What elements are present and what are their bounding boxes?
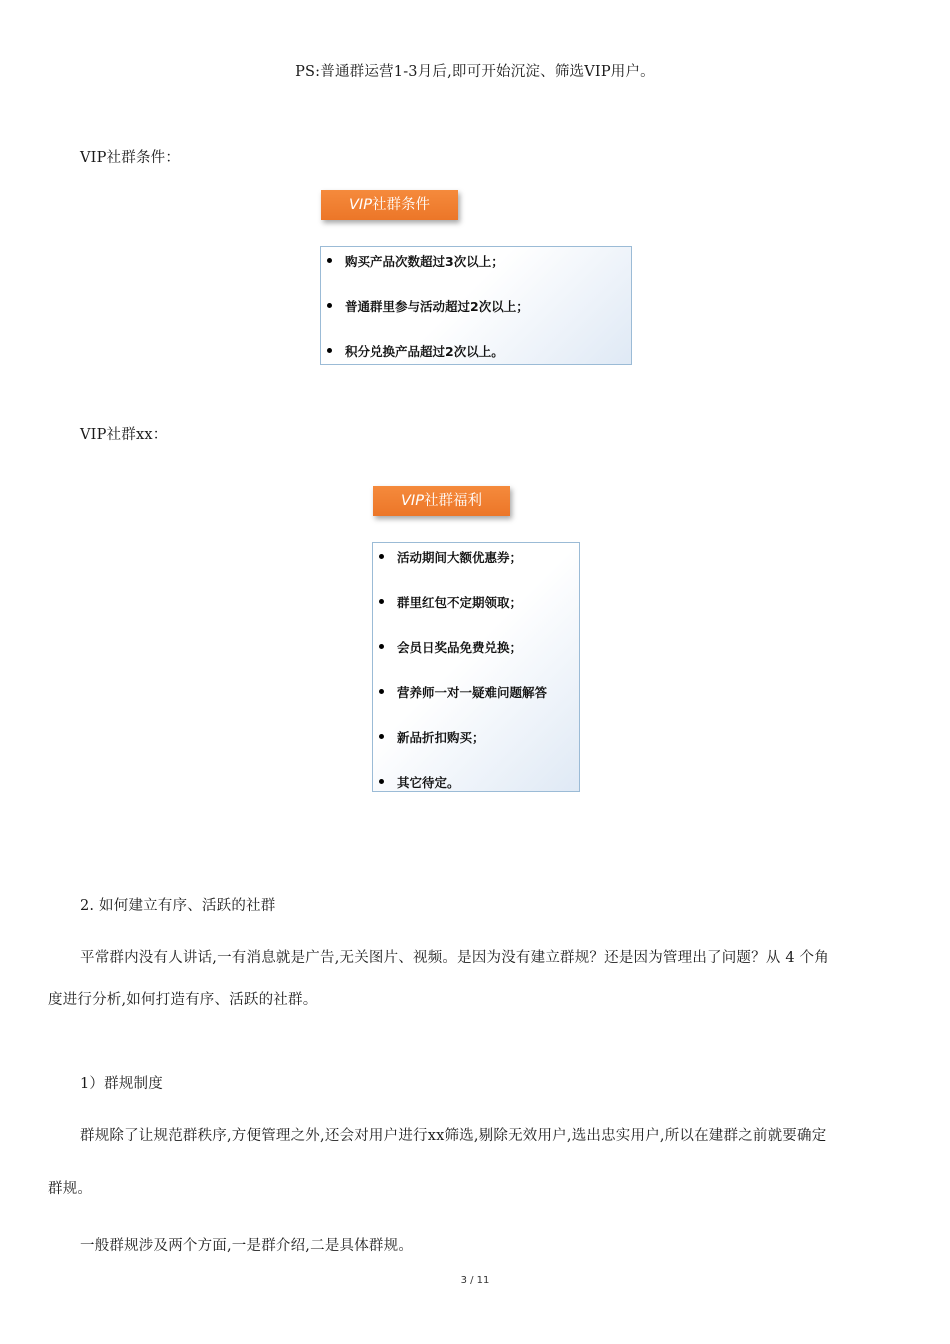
vip-benefits-header-suffix: 社群福利 xyxy=(423,493,482,509)
bullet-icon xyxy=(327,258,332,263)
ps-note: PS:普通群运营1-3月后,即可开始沉淀、筛选VIP用户。 xyxy=(295,64,655,80)
rules-heading: 1）群规制度 xyxy=(80,1076,163,1092)
vip-conditions-label: VIP社群条件： xyxy=(80,150,181,166)
vip-benefits-label: VIP社群xx： xyxy=(80,427,168,443)
bullet-icon xyxy=(327,348,332,353)
vip-benefits-box: 活动期间大额优惠券； 群里红包不定期领取； 会员日奖品免费兑换； 营养师一对一疑难问题解答 新品折扣购买； 其它待定。 xyxy=(372,542,580,792)
vip-benefits-header-prefix: VIP xyxy=(401,493,424,509)
vip-conditions-header-suffix: 社群条件 xyxy=(371,197,430,213)
page-number: 3 / 11 xyxy=(460,1275,490,1286)
vip-conditions-box: 购买产品次数超过3次以上； 普通群里参与活动超过2次以上； 积分兑换产品超过2次以上。 xyxy=(320,246,632,365)
section2-para-line1: 平常群内没有人讲话,一有消息就是广告,无关图片、视频。是因为没有建立群规？还是因为管理出了问题？从 4 个角 xyxy=(80,950,829,966)
vip-conditions-header-prefix: VIP xyxy=(349,197,372,213)
rules-para-line2: 群规。 xyxy=(48,1181,93,1197)
section2-heading: 2. 如何建立有序、活跃的社群 xyxy=(80,898,276,914)
bullet-icon xyxy=(379,644,384,649)
vip-conditions-header xyxy=(321,190,458,220)
bullet-icon xyxy=(379,689,384,694)
bullet-icon xyxy=(379,734,384,739)
bullet-icon xyxy=(327,303,332,308)
bullet-icon xyxy=(379,554,384,559)
bullet-icon xyxy=(379,599,384,604)
vip-benefits-header xyxy=(373,486,510,516)
rules-para2: 一般群规涉及两个方面,一是群介绍,二是具体群规。 xyxy=(80,1238,414,1254)
section2-para-line2: 度进行分析,如何打造有序、活跃的社群。 xyxy=(48,992,318,1008)
rules-para-line1: 群规除了让规范群秩序,方便管理之外,还会对用户进行xx筛选,剔除无效用户,选出忠实用户,所以在建群之前就要确定 xyxy=(80,1128,827,1144)
bullet-icon xyxy=(379,779,384,784)
